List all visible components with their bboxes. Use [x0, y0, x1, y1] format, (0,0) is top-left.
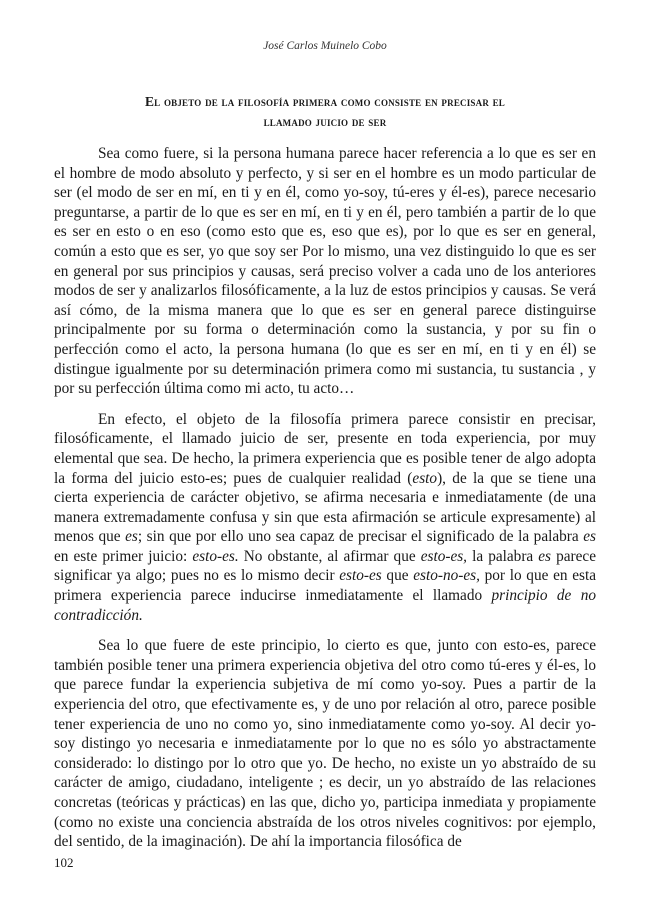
paragraph-1: Sea como fuere, si la persona humana parece hacer referencia a lo que es ser en el hombre de modo absoluto y perfecto, y si ser en el hombre es un modo particular de ser (el modo de ser en mí, en ti y en él, como yo-soy, tú-eres y él-es), parece necesario preguntarse, a partir de lo que es ser en mí, en ti y en él, pero también a partir de lo que es ser en esto o en eso (como esto que es, eso que es), por lo que es ser en general, común a esto que es ser, yo que soy ser Por lo mismo, una vez distinguido lo que es ser en general por sus principios y causas, será preciso volver a cada uno de los anteriores modos de ser y analizarlos filosóficamente, a la luz de estos principios y causas. Se verá así cómo, de la misma manera que lo que es ser en general parece distinguirse principalmente por su forma o determinación como la sustancia, y por su fin o perfección como el acto, la persona humana (lo que es ser en mí, en ti y en él) se distingue igualmente por su determinación primera como mi sustancia, tu sustancia , y por su perfección última como mi acto, tu acto…	[54, 145, 596, 398]
section-title-line-2: llamado juicio de ser	[263, 114, 387, 129]
p2-text-c: ; sin que por ello uno sea capaz de precisar el significado de la palabra	[137, 528, 584, 546]
running-head: José Carlos Muinelo Cobo	[263, 40, 387, 52]
p2-text-d: en este primer juicio:	[54, 547, 193, 565]
section-title	[80, 92, 570, 132]
p2-italic-esto-es-3: esto-es	[339, 567, 382, 585]
p2-italic-esto-es-1: esto-es.	[192, 547, 239, 565]
p2-text-a: En efecto, el objeto de la filosofía primera parece consistir en precisar, filosóficamente, el llamado juicio de ser, presente en toda experiencia, por muy elemental que sea. De hecho, la primera experiencia que es posible tener de algo adopta la forma del juicio esto-es; pues de cualquier realidad (	[54, 410, 596, 487]
body-text	[54, 144, 596, 863]
paragraph-3: Sea lo que fuere de este principio, lo cierto es que, junto con esto-es, parece también posible tener una primera experiencia objetiva del otro como tú-eres y él-es, lo que parece fundar la experiencia subjetiva de mí como yo-soy. Pues a partir de la experiencia del otro, que efectivamente es, y de uno por relación al otro, parece posible tener experiencia de uno no como yo, sino inmediatamente como yo-soy. Al decir yo-soy distingo yo necesaria e inmediatamente por lo que no es sólo yo abstractamente considerado: lo distingo por lo otro que yo. De hecho, no existe un yo abstraído de su carácter de amigo, ciudadano, inteligente ; es decir, un yo abstraído de las relaciones concretas (teóricas y prácticas) en las que, dicho yo, participa inmediata y propiamente (como no existe una conciencia abstraída de los otros niveles cognitivos: por ejemplo, del sentido, de la imaginación). De ahí la importancia filosófica de	[54, 637, 596, 851]
p2-italic-esto-no-es: esto-no-es,	[413, 567, 480, 585]
p2-text-i: por lo que en esta primera experiencia parece inducirse inmediatamente el llamado	[54, 567, 596, 605]
p2-text-e: No obstante, al afirmar que	[238, 547, 421, 565]
p2-text-g: parece significar ya algo; pues no es lo mismo decir	[54, 547, 596, 585]
page-number: 102	[54, 855, 74, 870]
p2-italic-esto-es-2: esto-es,	[420, 547, 468, 565]
section-title-line-1: El objeto de la filosofía primera como consiste en precisar el	[144, 94, 506, 109]
p2-italic-es-1: es	[125, 528, 138, 546]
paragraph-2	[54, 410, 596, 626]
p2-text-h: que	[381, 567, 414, 585]
p2-italic-es-3: es	[538, 547, 552, 565]
p2-italic-esto: esto	[412, 469, 438, 487]
p2-text-f: la palabra	[467, 547, 539, 565]
p2-italic-es-2: es	[583, 528, 596, 546]
p2-text-b: ), de la que se tiene una cierta experiencia de carácter objetivo, se afirma necesaria e inmediatamente (de una manera extremadamente confusa y sin que esta afirmación se articule expresamente) al menos que	[54, 469, 596, 546]
p2-italic-principio: principio de no contradicción.	[54, 587, 596, 624]
